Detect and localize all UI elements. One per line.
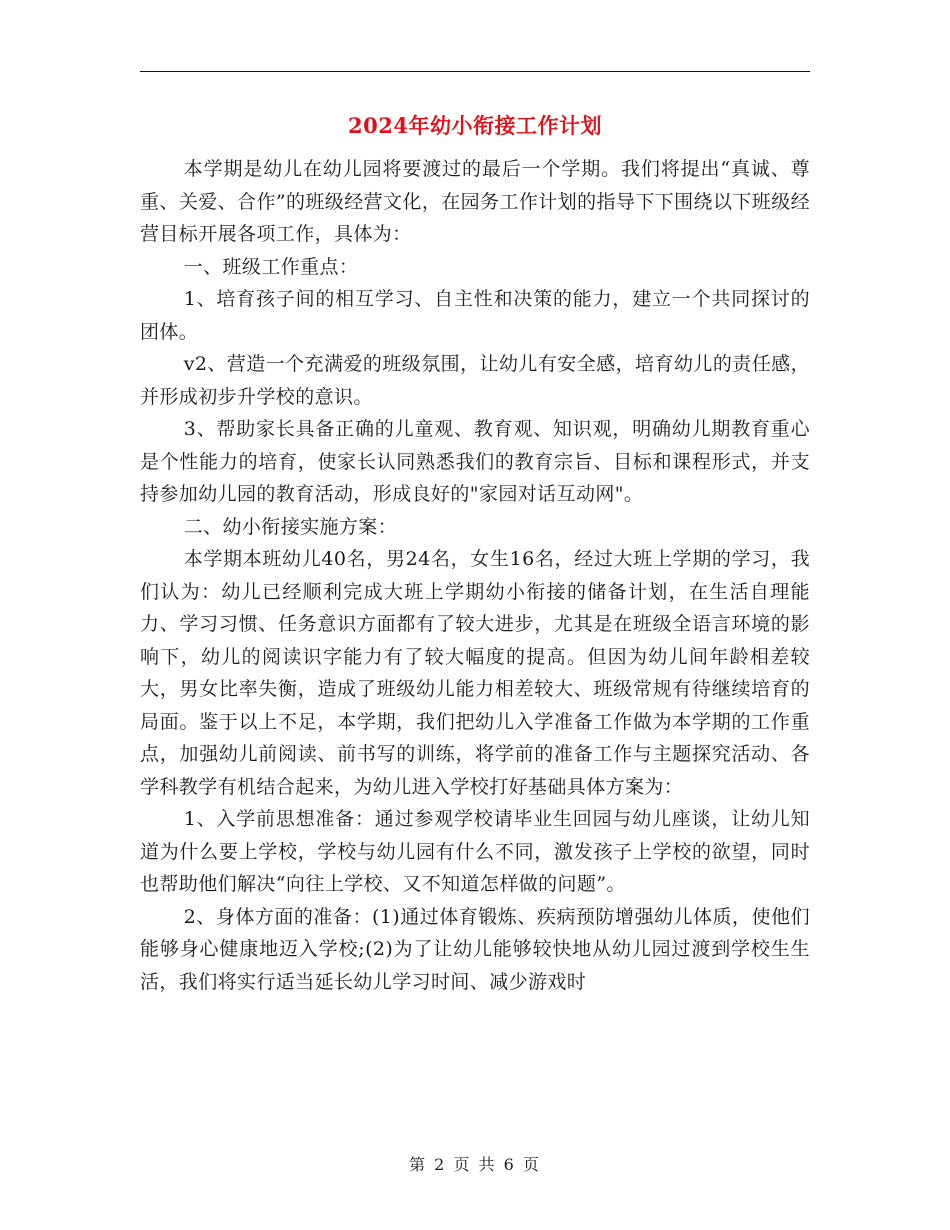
paragraph-priority-1: 1、培育孩子间的相互学习、自主性和决策的能力，建立一个共同探讨的团体。 — [140, 288, 810, 343]
header-rule — [140, 71, 810, 72]
heading-class-priorities: 一、班级工作重点： — [183, 255, 359, 278]
paragraph-priority-2: v2、营造一个充满爱的班级氛围，让幼儿有安全感，培育幼儿的责任感，并形成初步升学校的意识。 — [140, 353, 810, 408]
paragraph-priority-3: 3、帮助家长具备正确的儿童观、教育观、知识观，明确幼儿期教育重心是个性能力的培育，使家长认同熟悉我们的教育宗旨、目标和课程形式，并支持参加幼儿园的教育活动，形成良好的"家园对话互动网"。 — [140, 418, 810, 505]
heading-transition-plan: 二、幼小衔接实施方案： — [183, 515, 398, 538]
document-title: 2024年幼小衔接工作计划 — [348, 113, 602, 138]
paragraph-plan-1: 1、入学前思想准备：通过参观学校请毕业生回园与幼儿座谈，让幼儿知道为什么要上学校，学校与幼儿园有什么不同，激发孩子上学校的欲望，同时也帮助他们解决“向往上学校、又不知道怎样做的问题”。 — [140, 808, 810, 895]
page-number: 第 2 页 共 6 页 — [409, 1155, 541, 1174]
paragraph-class-overview: 本学期本班幼儿40名，男24名，女生16名，经过大班上学期的学习，我们认为：幼儿已经顺利完成大班上学期幼小衔接的储备计划，在生活自理能力、学习习惯、任务意识方面都有了较大进步，尤其是在班级全语言环境的影响下，幼儿的阅读识字能力有了较大幅度的提高。但因为幼儿间年龄相差较大，男女比率失衡，造成了班级幼儿能力相差较大、班级常规有待继续培育的局面。鉴于以上不足，本学期，我们把幼儿入学准备工作做为本学期的工作重点，加强幼儿前阅读、前书写的训练，将学前的准备工作与主题探究活动、各学科教学有机结合起来，为幼儿进入学校打好基础具体方案为： — [140, 548, 810, 798]
document-body — [140, 153, 810, 998]
paragraph-plan-2: 2、身体方面的准备：(1)通过体育锻炼、疾病预防增强幼儿体质，使他们能够身心健康地迈入学校;(2)为了让幼儿能够较快地从幼儿园过渡到学校生生活，我们将实行适当延长幼儿学习时间、减少游戏时 — [140, 905, 810, 993]
paragraph-intro: 本学期是幼儿在幼儿园将要渡过的最后一个学期。我们将提出“真诚、尊重、关爱、合作”的班级经营文化，在园务工作计划的指导下下围绕以下班级经营目标开展各项工作，具体为： — [140, 158, 810, 245]
